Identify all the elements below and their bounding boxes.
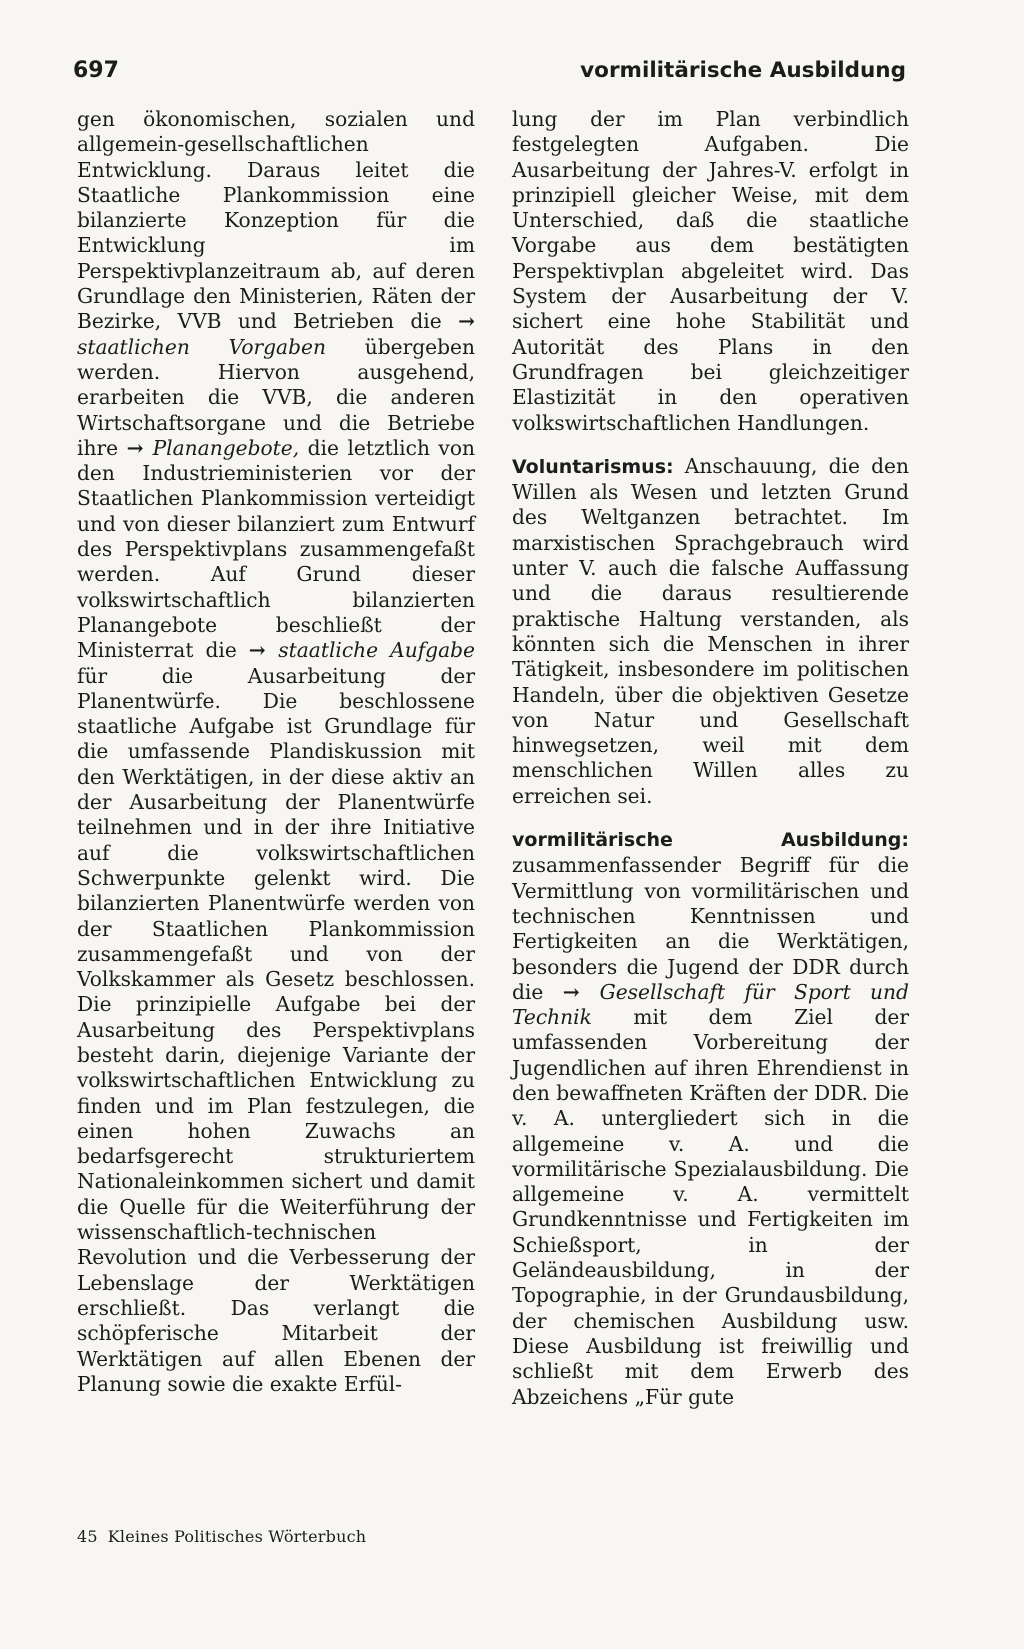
book-title: Kleines Politisches Wörterbuch	[107, 1527, 367, 1546]
text-segment: gen ökonomischen, sozialen und allgemein-gesellschaftlichen Entwicklung. Daraus leitet die Staatliche Plankommission eine bilanzierte Konzeption für die Entwicklung im Perspektivplanzeitraum ab, auf deren Grundlage den Ministerien, Räten der Bezirke, VVB und Betrieben die	[77, 107, 475, 334]
cross-reference-arrow: →	[248, 638, 279, 663]
running-head: vormilitärische Ausbildung	[580, 58, 906, 83]
right-column	[512, 107, 909, 1410]
dictionary-entry-vormilitaerische-ausbildung	[512, 827, 909, 1410]
printer-signature: 45	[77, 1527, 98, 1546]
text-segment: für die Ausarbeitung der Planentwürfe. Die beschlossene staatliche Aufgabe ist Grundlage für die umfassende Plandiskussion mit den Werktätigen, in der diese aktiv an der Ausarbeitung der Planentwürfe teilnehmen und in der ihre Initiative auf die volkswirtschaftlichen Schwerpunkte gelenkt wird. Die bilanzierten Planentwürfe werden von der Staatlichen Plankommission zusammengefaßt und von der Volkskammer als Gesetz beschlossen. Die prinzipielle Aufgabe bei der Ausarbeitung des Perspektivplans besteht darin, diejenige Variante der volkswirtschaftlichen Entwicklung zu finden und im Plan festzulegen, die einen hohen Zuwachs an bedarfsgerecht strukturiertem Nationaleinkommen sichert und damit die Quelle für die Weiterführung der wissenschaftlich-technischen Revolution und die Verbesserung der Lebenslage der Werktätigen erschließt. Das verlangt die schöpferische Mitarbeit der Werktätigen auf allen Ebenen der Planung sowie die exakte Erfül-	[77, 663, 475, 1396]
text-segment: übergeben werden. Hiervon ausgehend, erarbeiten die VVB, die anderen Wirtschaftsorgane und die Betriebe ihre	[77, 334, 475, 460]
cross-reference: Planangebote,	[152, 435, 300, 460]
entry-definition: zusammenfassender Begriff für die Vermittlung von vormilitärischen und technischen Kenntnissen und Fertigkeiten an die Werktätigen, besonders die Jugend der DDR durch die	[512, 853, 909, 1004]
cross-reference: Gesellschaft für Sport und Technik	[512, 979, 909, 1030]
cross-reference-arrow: →	[562, 979, 600, 1004]
cross-reference: staatlichen Vorgaben	[77, 334, 326, 359]
entry-headword: Voluntarismus:	[512, 455, 674, 478]
entry-definition: mit dem Ziel der umfassenden Vorbereitung der Jugendlichen auf ihren Ehrendienst in den bewaffneten Kräften der DDR. Die v. A. untergliedert sich in die allgemeine v. A. und die vormilitärische Spezialausbildung. Die allgemeine v. A. vermittelt Grundkenntnisse und Fertigkeiten im Schießsport, in der Geländeausbildung, in der Topographie, in der Grundausbildung, der chemischen Ausbildung usw. Diese Ausbildung ist freiwillig und schließt mit dem Erwerb des Abzeichens „Für gute	[512, 1005, 909, 1409]
continued-entry-text: lung der im Plan verbindlich festgelegten Aufgaben. Die Ausarbeitung der Jahres-V. erfolgt in prinzipiell gleicher Weise, mit dem Unterschied, daß die staatliche Vorgabe aus dem bestätigten Perspektivplan abgeleitet wird. Das System der Ausarbeitung der V. sichert eine hohe Stabilität und Autorität des Plans in den Grundfragen bei gleichzeitiger Elastizität in den operativen volkswirtschaftlichen Handlungen.	[512, 107, 909, 435]
page-footer	[77, 1527, 366, 1546]
entry-headword: vormilitärische Ausbildung:	[512, 829, 909, 852]
dictionary-entry-voluntarismus	[512, 454, 909, 809]
cross-reference-arrow: →	[458, 309, 475, 334]
page-number: 697	[73, 58, 119, 83]
text-segment: die letztlich von den Industrieministerien vor der Staatlichen Plankommission verteidigt und von dieser bilanziert zum Entwurf des Perspektivplans zusammengefaßt werden. Auf Grund dieser volkswirtschaftlich bilanzierten Planangebote beschließt der Ministerrat die	[77, 435, 475, 663]
continued-entry-text	[77, 107, 475, 1397]
entry-definition: Anschauung, die den Willen als Wesen und letzten Grund des Weltganzen betrachtet. Im marxistischen Sprachgebrauch wird unter V. auch die falsche Auffassung und die daraus resultierende praktische Haltung verstanden, als könnten sich die Menschen in ihrer Tätigkeit, insbesondere im politischen Handeln, über die objektiven Gesetze von Natur und Gesellschaft hinwegsetzen, weil mit dem menschlichen Willen alles zu erreichen sei.	[512, 453, 909, 808]
cross-reference-arrow: →	[126, 435, 153, 460]
cross-reference: staatliche Aufgabe	[278, 638, 475, 663]
left-column	[77, 107, 475, 1397]
